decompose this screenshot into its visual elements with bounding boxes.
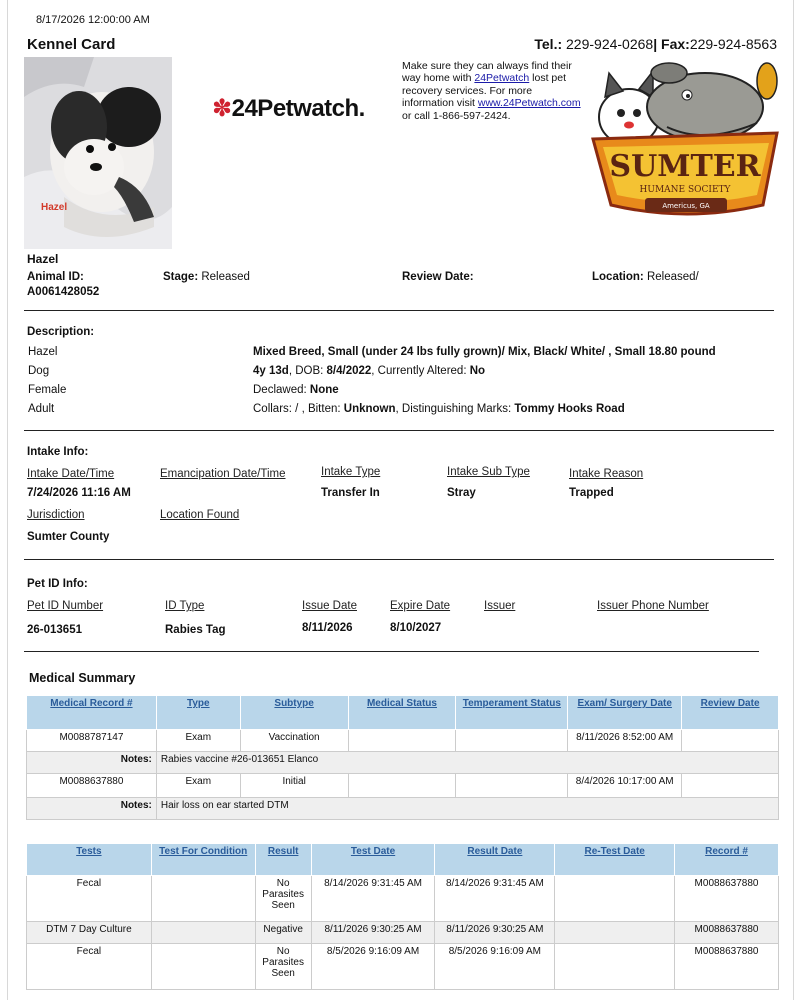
cell-type: Exam bbox=[156, 774, 240, 798]
declawed-value: None bbox=[309, 384, 339, 396]
col-medical-status[interactable]: Medical Status bbox=[348, 696, 456, 730]
intake-reason-label: Intake Reason bbox=[569, 468, 644, 480]
col-review-date[interactable]: Review Date bbox=[682, 696, 779, 730]
desc-age-line bbox=[253, 365, 485, 377]
cell-test-date: 8/14/2026 9:31:45 AM bbox=[311, 876, 435, 922]
petid-type-label: ID Type bbox=[165, 600, 205, 612]
page-title: Kennel Card bbox=[27, 36, 116, 53]
cell-result: No Parasites Seen bbox=[255, 944, 311, 990]
cell-record: M0088637880 bbox=[675, 922, 779, 944]
divider bbox=[24, 559, 774, 560]
print-timestamp: 8/17/2026 12:00:00 AM bbox=[36, 14, 150, 26]
animal-name: Hazel bbox=[27, 252, 59, 266]
intake-subtype-value: Stray bbox=[447, 487, 476, 499]
cell-med-status bbox=[348, 730, 456, 752]
intake-title: Intake Info: bbox=[27, 446, 89, 458]
cell-test: Fecal bbox=[27, 944, 152, 990]
cell-record: M0088637880 bbox=[675, 876, 779, 922]
intake-subtype-label: Intake Sub Type bbox=[447, 466, 530, 478]
logo-place: Americus, GA bbox=[662, 202, 710, 210]
petid-issuer-phone-label: Issuer Phone Number bbox=[597, 600, 709, 612]
petid-expire-date-value: 8/10/2027 bbox=[390, 622, 442, 634]
cell-test: DTM 7 Day Culture bbox=[27, 922, 152, 944]
cell-review bbox=[682, 774, 779, 798]
notes-text: Rabies vaccine #26-013651 Elanco bbox=[156, 752, 778, 774]
desc-breed: Mixed Breed, Small (under 24 lbs fully grown)/ Mix, Black/ White/ , Small 18.80 pound bbox=[253, 346, 716, 358]
petid-issue-date-value: 8/11/2026 bbox=[302, 622, 353, 634]
cell-retest bbox=[555, 876, 675, 922]
petid-expire-date-label: Expire Date bbox=[390, 600, 451, 612]
description-title: Description: bbox=[27, 326, 95, 338]
medical-summary-title: Medical Summary bbox=[29, 671, 136, 685]
marks-label: , Distinguishing Marks: bbox=[395, 403, 515, 415]
divider bbox=[24, 430, 774, 431]
stage-field bbox=[163, 271, 250, 283]
notes-row bbox=[27, 752, 779, 774]
col-result-date[interactable]: Result Date bbox=[435, 844, 555, 876]
cell-type: Exam bbox=[156, 730, 240, 752]
col-record-number[interactable]: Record # bbox=[675, 844, 779, 876]
cell-condition bbox=[151, 922, 255, 944]
cell-retest bbox=[555, 922, 675, 944]
divider bbox=[24, 310, 774, 311]
bitten-value: Unknown bbox=[343, 403, 396, 415]
cell-record: M0088787147 bbox=[27, 730, 157, 752]
cell-test: Fecal bbox=[27, 876, 152, 922]
contact-line bbox=[534, 36, 777, 52]
table-row bbox=[27, 922, 779, 944]
animal-photo bbox=[24, 57, 172, 249]
dob-value: 8/4/2022 bbox=[326, 365, 372, 377]
petid-number-label: Pet ID Number bbox=[27, 600, 104, 612]
petid-issuer-label: Issuer bbox=[484, 600, 516, 612]
cell-temp-status bbox=[456, 730, 568, 752]
divider bbox=[24, 651, 759, 652]
cell-temp-status bbox=[456, 774, 568, 798]
desc-sex: Female bbox=[28, 384, 67, 396]
col-medical-record[interactable]: Medical Record # bbox=[27, 696, 157, 730]
desc-name: Hazel bbox=[28, 346, 58, 358]
cell-med-status bbox=[348, 774, 456, 798]
intake-reason-value: Trapped bbox=[569, 487, 614, 499]
desc-declawed bbox=[253, 384, 339, 396]
medical-table bbox=[26, 695, 779, 820]
cell-result-date: 8/5/2026 9:16:09 AM bbox=[435, 944, 555, 990]
paw-icon: ✽ bbox=[212, 95, 232, 122]
separator: | bbox=[653, 36, 658, 52]
table-row bbox=[27, 774, 779, 798]
col-subtype[interactable]: Subtype bbox=[240, 696, 348, 730]
petwatch-promo bbox=[402, 60, 584, 122]
col-test-for-condition[interactable]: Test For Condition bbox=[151, 844, 255, 876]
petwatch-link[interactable]: 24Petwatch bbox=[474, 72, 530, 85]
petwatch-logo bbox=[212, 94, 365, 123]
marks-value: Tommy Hooks Road bbox=[514, 403, 625, 415]
fax-label: Fax: bbox=[661, 36, 690, 52]
location-value: Released/ bbox=[646, 271, 699, 283]
jurisdiction-label: Jurisdiction bbox=[27, 509, 85, 521]
logo-title: SUMTER bbox=[609, 149, 761, 184]
petwatch-logo-text: 24Petwatch. bbox=[231, 95, 365, 122]
col-temperament-status[interactable]: Temperament Status bbox=[456, 696, 568, 730]
collars-bitten-label: Collars: / , Bitten: bbox=[253, 403, 344, 415]
cell-record: M0088637880 bbox=[27, 774, 157, 798]
cell-result-date: 8/11/2026 9:30:25 AM bbox=[435, 922, 555, 944]
cell-test-date: 8/5/2026 9:16:09 AM bbox=[311, 944, 435, 990]
location-field bbox=[592, 271, 699, 283]
table-row bbox=[27, 944, 779, 990]
cell-retest bbox=[555, 944, 675, 990]
tel-value: 229-924-0268 bbox=[566, 36, 654, 52]
altered-value: No bbox=[469, 365, 486, 377]
fax-value: 229-924-8563 bbox=[689, 36, 777, 52]
col-result[interactable]: Result bbox=[255, 844, 311, 876]
table-row bbox=[27, 730, 779, 752]
page-right-edge bbox=[793, 0, 794, 1000]
notes-label: Notes: bbox=[27, 752, 157, 774]
intake-type-value: Transfer In bbox=[321, 487, 380, 499]
petid-type-value: Rabies Tag bbox=[165, 624, 226, 636]
cell-date: 8/11/2026 8:52:00 AM bbox=[568, 730, 682, 752]
col-test-date[interactable]: Test Date bbox=[311, 844, 435, 876]
intake-date-label: Intake Date/Time bbox=[27, 468, 115, 480]
col-exam-surgery-date[interactable]: Exam/ Surgery Date bbox=[568, 696, 682, 730]
petid-number-value: 26-013651 bbox=[27, 624, 82, 636]
desc-species: Dog bbox=[28, 365, 50, 377]
cell-record: M0088637880 bbox=[675, 944, 779, 990]
notes-text: Hair loss on ear started DTM bbox=[156, 798, 778, 820]
desc-collars-line bbox=[253, 403, 625, 415]
intake-type-label: Intake Type bbox=[321, 466, 381, 478]
promo-text-1: Make sure they can always find their way home with bbox=[402, 60, 572, 85]
age-value: 4y 13d bbox=[253, 365, 289, 377]
cell-condition bbox=[151, 944, 255, 990]
cell-subtype: Initial bbox=[240, 774, 348, 798]
cell-result: Negative bbox=[255, 922, 311, 944]
col-retest-date[interactable]: Re-Test Date bbox=[555, 844, 675, 876]
location-label: Location: bbox=[592, 271, 644, 283]
cell-review bbox=[682, 730, 779, 752]
notes-label: Notes: bbox=[27, 798, 157, 820]
review-date-label: Review Date: bbox=[402, 271, 474, 283]
cell-condition bbox=[151, 876, 255, 922]
location-found-label: Location Found bbox=[160, 509, 240, 521]
tests-table bbox=[26, 843, 779, 990]
shelter-logo-graphic bbox=[587, 55, 783, 223]
cell-subtype: Vaccination bbox=[240, 730, 348, 752]
stage-label: Stage: bbox=[163, 271, 199, 283]
table-row bbox=[27, 876, 779, 922]
logo-subtitle: HUMANE SOCIETY bbox=[639, 185, 731, 195]
promo-text-3: or call 1-866-597-2424. bbox=[402, 109, 511, 122]
cell-result: No Parasites Seen bbox=[255, 876, 311, 922]
sumter-humane-society-logo bbox=[587, 55, 783, 223]
page-left-edge bbox=[7, 0, 8, 1000]
petid-title: Pet ID Info: bbox=[27, 578, 88, 590]
dob-label: , DOB: bbox=[288, 365, 327, 377]
promo-text-2: lost pet recovery services. For more information visit bbox=[402, 72, 567, 110]
photo-caption: Hazel bbox=[41, 202, 68, 213]
altered-label: , Currently Altered: bbox=[371, 365, 470, 377]
emancipation-date-label: Emancipation Date/Time bbox=[160, 468, 286, 480]
jurisdiction-value: Sumter County bbox=[27, 531, 110, 543]
intake-date-value: 7/24/2026 11:16 AM bbox=[27, 487, 131, 499]
cell-test-date: 8/11/2026 9:30:25 AM bbox=[311, 922, 435, 944]
col-tests[interactable]: Tests bbox=[27, 844, 152, 876]
dog-photo-illustration bbox=[24, 57, 172, 249]
cell-date: 8/4/2026 10:17:00 AM bbox=[568, 774, 682, 798]
petwatch-website-link[interactable]: www.24Petwatch.com bbox=[477, 97, 581, 110]
stage-value: Released bbox=[201, 271, 250, 283]
tel-label: Tel.: bbox=[534, 36, 563, 52]
animal-id-value: A0061428052 bbox=[27, 286, 100, 298]
animal-id-label: Animal ID: bbox=[27, 271, 84, 283]
col-type[interactable]: Type bbox=[156, 696, 240, 730]
petid-issue-date-label: Issue Date bbox=[302, 600, 357, 612]
desc-age-group: Adult bbox=[28, 403, 55, 415]
cell-result-date: 8/14/2026 9:31:45 AM bbox=[435, 876, 555, 922]
notes-row bbox=[27, 798, 779, 820]
declawed-label: Declawed: bbox=[253, 384, 310, 396]
